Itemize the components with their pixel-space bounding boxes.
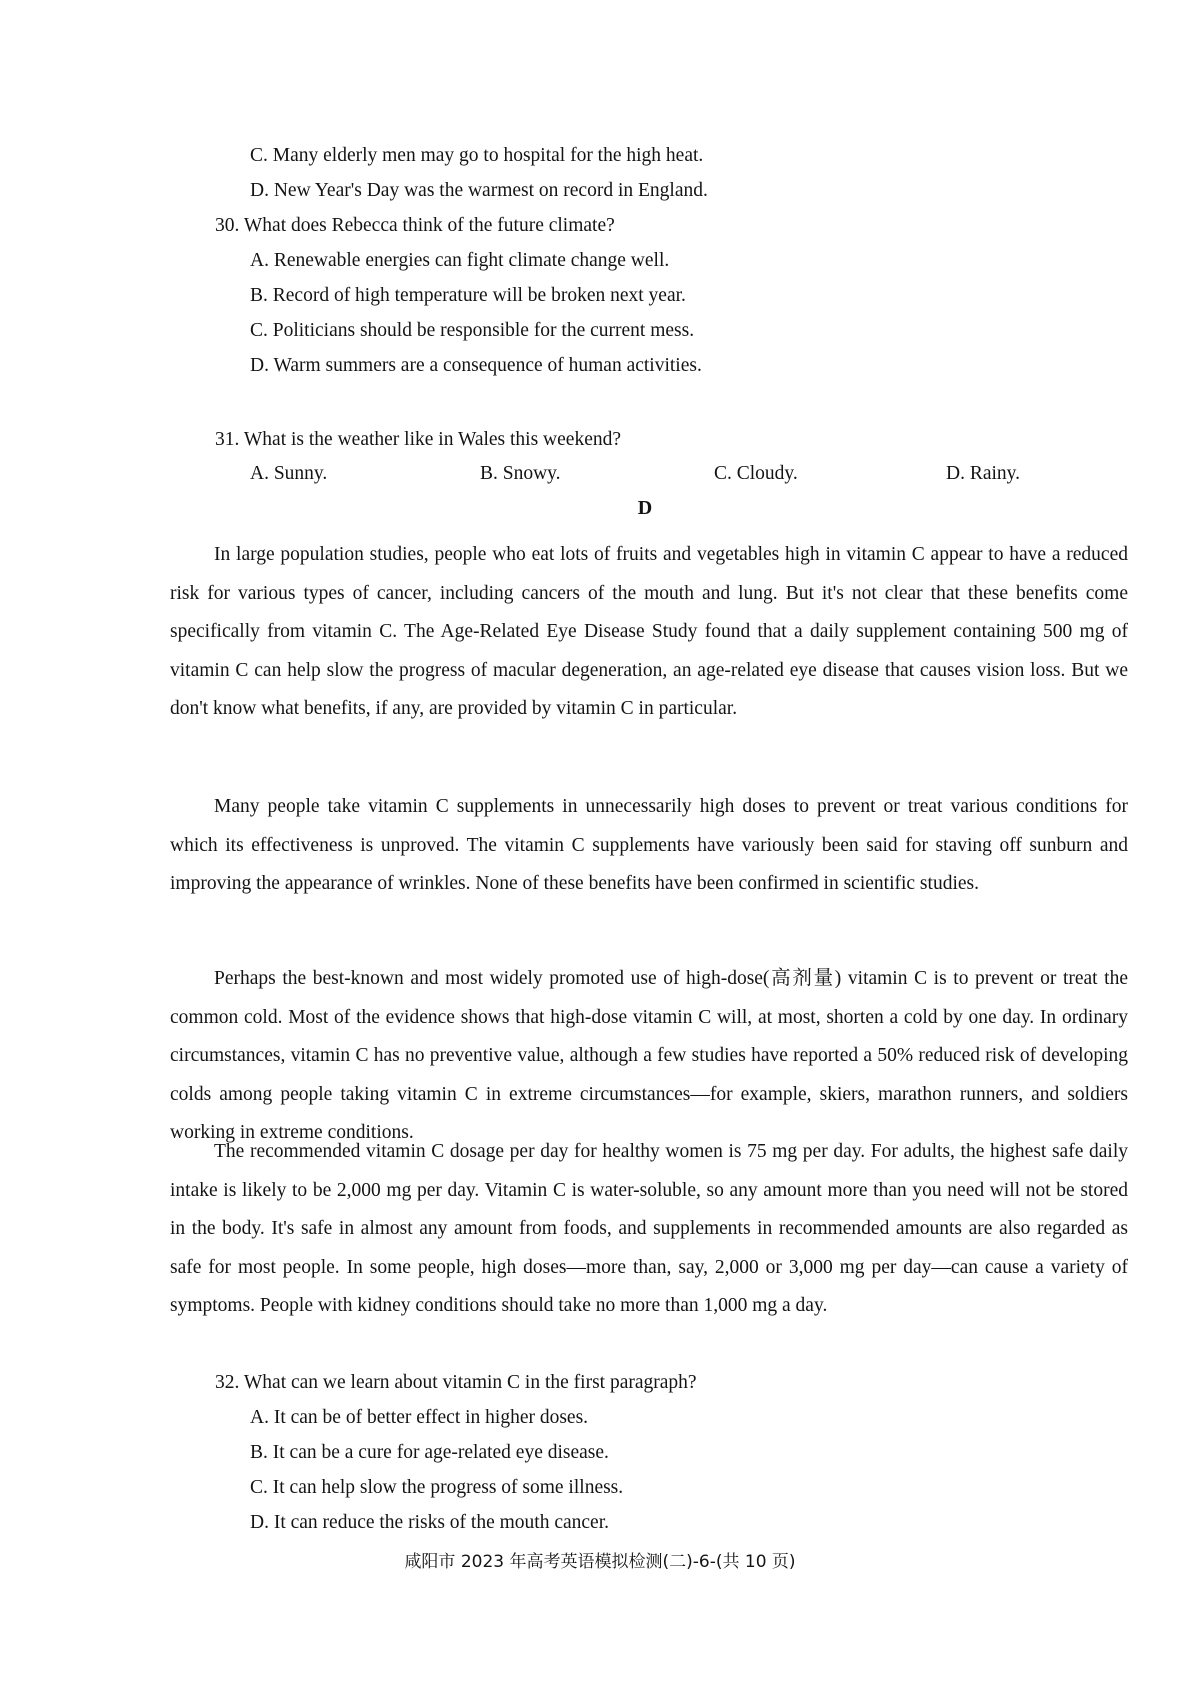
q29-option-d: D. New Year's Day was the warmest on record in England. bbox=[250, 180, 708, 201]
q32-option-a: A. It can be of better effect in higher doses. bbox=[250, 1407, 589, 1428]
q31-option-c: C. Cloudy. bbox=[714, 463, 798, 484]
q31-option-d: D. Rainy. bbox=[946, 463, 1021, 484]
q32-option-b: B. It can be a cure for age-related eye disease. bbox=[250, 1442, 609, 1463]
passage-paragraph-3: Perhaps the best-known and most widely promoted use of high-dose(高剂量) vitamin C is to prevent or treat the common cold. Most of the evidence shows that high-dose vitamin C will, at most, shorten a cold by one day. In ordinary circumstances, vitamin C has no preventive value, although a few studies have reported a 50% reduced risk of developing colds among people taking vitamin C in extreme circumstances—for example, skiers, marathon runners, and soldiers working in extreme conditions. bbox=[170, 968, 1128, 1144]
question-30-stem: 30. What does Rebecca think of the future climate? bbox=[215, 215, 615, 236]
q30-option-c: C. Politicians should be responsible for the current mess. bbox=[250, 320, 695, 341]
passage-paragraph-4: The recommended vitamin C dosage per day for healthy women is 75 mg per day. For adults, the highest safe daily intake is likely to be 2,000 mg per day. Vitamin C is water-soluble, so any amount more than you need will not be stored in the body. It's safe in almost any amount from foods, and supplements in recommended amounts are also regarded as safe for most people. In some people, high doses—more than, say, 2,000 or 3,000 mg per day—can cause a variety of symptoms. People with kidney conditions should take no more than 1,000 mg a day. bbox=[170, 1141, 1128, 1317]
page-footer: 咸阳市 2023 年高考英语模拟检测(二)-6-(共 10 页) bbox=[404, 1552, 796, 1572]
q30-option-b: B. Record of high temperature will be broken next year. bbox=[250, 285, 686, 306]
question-31-stem: 31. What is the weather like in Wales this weekend? bbox=[215, 429, 622, 450]
q32-option-d: D. It can reduce the risks of the mouth cancer. bbox=[250, 1512, 609, 1533]
q31-option-b: B. Snowy. bbox=[480, 463, 561, 484]
question-32-stem: 32. What can we learn about vitamin C in the first paragraph? bbox=[215, 1372, 697, 1393]
section-title: D bbox=[637, 497, 653, 519]
q30-option-d: D. Warm summers are a consequence of human activities. bbox=[250, 355, 702, 376]
q32-option-c: C. It can help slow the progress of some illness. bbox=[250, 1477, 624, 1498]
q31-options-row bbox=[250, 463, 1021, 487]
q30-option-a: A. Renewable energies can fight climate change well. bbox=[250, 250, 670, 271]
q29-option-c: C. Many elderly men may go to hospital for the high heat. bbox=[250, 145, 704, 166]
q31-option-a: A. Sunny. bbox=[250, 463, 328, 484]
passage-paragraph-1: In large population studies, people who eat lots of fruits and vegetables high in vitamin C appear to have a reduced risk for various types of cancer, including cancers of the mouth and lung. But it's not clear that these benefits come specifically from vitamin C. The Age-Related Eye Disease Study found that a daily supplement containing 500 mg of vitamin C can help slow the progress of macular degeneration, an age-related eye disease that causes vision loss. But we don't know what benefits, if any, are provided by vitamin C in particular. bbox=[170, 544, 1128, 720]
passage-paragraph-2: Many people take vitamin C supplements in unnecessarily high doses to prevent or treat various conditions for which its effectiveness is unproved. The vitamin C supplements have variously been said for staving off sunburn and improving the appearance of wrinkles. None of these benefits have been confirmed in scientific studies. bbox=[170, 796, 1128, 895]
